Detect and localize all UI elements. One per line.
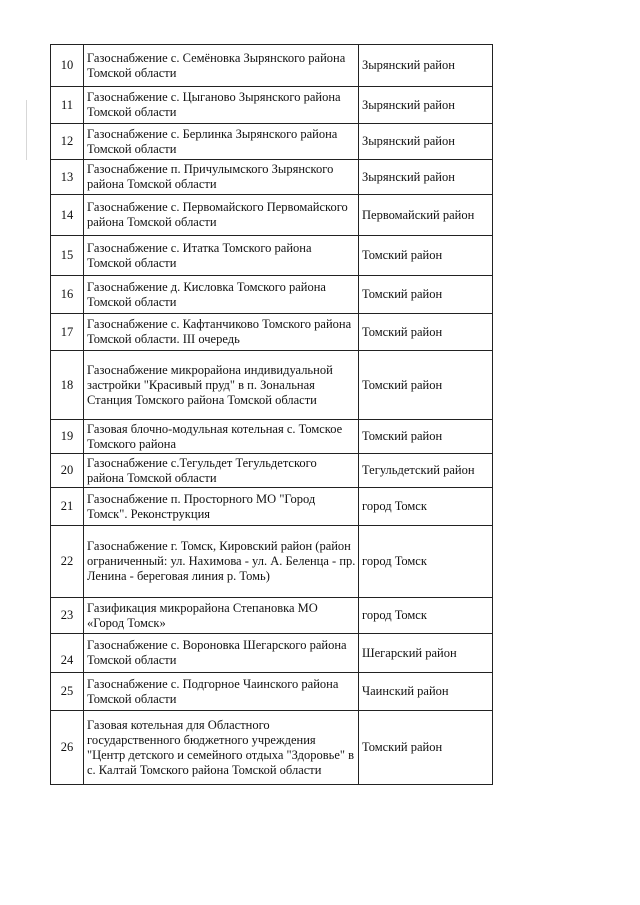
district-name: Томский район: [359, 236, 493, 276]
district-name: Зырянский район: [359, 45, 493, 87]
district-name: Чаинский район: [359, 673, 493, 711]
table-row: [51, 195, 493, 236]
row-number: 21: [51, 488, 84, 526]
table-row: [51, 420, 493, 454]
object-name: Газоснабжение с. Кафтанчиково Томского района Томской области. III очередь: [84, 314, 359, 351]
row-number: 25: [51, 673, 84, 711]
row-number: 19: [51, 420, 84, 454]
object-name: Газоснабжение п. Причулымского Зырянского района Томской области: [84, 160, 359, 195]
table-row: [51, 526, 493, 598]
table-row: [51, 711, 493, 785]
district-name: Зырянский район: [359, 124, 493, 160]
row-number: 24: [51, 634, 84, 673]
object-name: Газификация микрорайона Степановка МО «Город Томск»: [84, 598, 359, 634]
table-row: [51, 598, 493, 634]
object-name: Газоснабжение д. Кисловка Томского района Томской области: [84, 276, 359, 314]
object-name: Газовая котельная для Областного государственного бюджетного учреждения "Центр детского и семейного отдыха "Здоровье" в с. Калтай Томского района Томской области: [84, 711, 359, 785]
row-number: 11: [51, 87, 84, 124]
scan-edge-mark: [26, 100, 27, 160]
row-number: 15: [51, 236, 84, 276]
table-row: [51, 160, 493, 195]
object-name: Газоснабжение п. Просторного МО "Город Томск". Реконструкция: [84, 488, 359, 526]
district-name: Тегульдетский район: [359, 454, 493, 488]
table-row: [51, 314, 493, 351]
row-number: 22: [51, 526, 84, 598]
table-row: [51, 488, 493, 526]
district-name: Томский район: [359, 351, 493, 420]
object-name: Газоснабжение с.Тегульдет Тегульдетского района Томской области: [84, 454, 359, 488]
row-number: 16: [51, 276, 84, 314]
table-row: [51, 673, 493, 711]
table-row: [51, 351, 493, 420]
object-name: Газовая блочно-модульная котельная с. Томское Томского района: [84, 420, 359, 454]
district-name: Зырянский район: [359, 160, 493, 195]
table-row: [51, 236, 493, 276]
table-body: [51, 45, 493, 785]
table-row: [51, 276, 493, 314]
table-row: [51, 634, 493, 673]
table-row: [51, 124, 493, 160]
table-row: [51, 454, 493, 488]
district-name: Томский район: [359, 314, 493, 351]
object-name: Газоснабжение с. Вороновка Шегарского района Томской области: [84, 634, 359, 673]
row-number: 20: [51, 454, 84, 488]
row-number: 13: [51, 160, 84, 195]
object-name: Газоснабжение с. Цыганово Зырянского района Томской области: [84, 87, 359, 124]
row-number: 18: [51, 351, 84, 420]
district-name: Томский район: [359, 276, 493, 314]
object-name: Газоснабжение г. Томск, Кировский район (район ограниченный: ул. Нахимова - ул. А. Беленца - пр. Ленина - береговая линия р. Томь): [84, 526, 359, 598]
row-number: 12: [51, 124, 84, 160]
object-name: Газоснабжение с. Итатка Томского района Томской области: [84, 236, 359, 276]
row-number: 23: [51, 598, 84, 634]
gas-supply-objects-table: [50, 44, 493, 785]
row-number: 14: [51, 195, 84, 236]
district-name: город Томск: [359, 488, 493, 526]
district-name: Первомайский район: [359, 195, 493, 236]
district-name: город Томск: [359, 526, 493, 598]
object-name: Газоснабжение с. Семёновка Зырянского района Томской области: [84, 45, 359, 87]
district-name: город Томск: [359, 598, 493, 634]
row-number: 26: [51, 711, 84, 785]
object-name: Газоснабжение с. Подгорное Чаинского района Томской области: [84, 673, 359, 711]
object-name: Газоснабжение с. Берлинка Зырянского района Томской области: [84, 124, 359, 160]
row-number: 10: [51, 45, 84, 87]
table-row: [51, 87, 493, 124]
object-name: Газоснабжение с. Первомайского Первомайского района Томской области: [84, 195, 359, 236]
table-row: [51, 45, 493, 87]
row-number: 17: [51, 314, 84, 351]
object-name: Газоснабжение микрорайона индивидуальной застройки "Красивый пруд" в п. Зональная Станция Томского района Томской области: [84, 351, 359, 420]
district-name: Томский район: [359, 711, 493, 785]
district-name: Шегарский район: [359, 634, 493, 673]
district-name: Томский район: [359, 420, 493, 454]
district-name: Зырянский район: [359, 87, 493, 124]
